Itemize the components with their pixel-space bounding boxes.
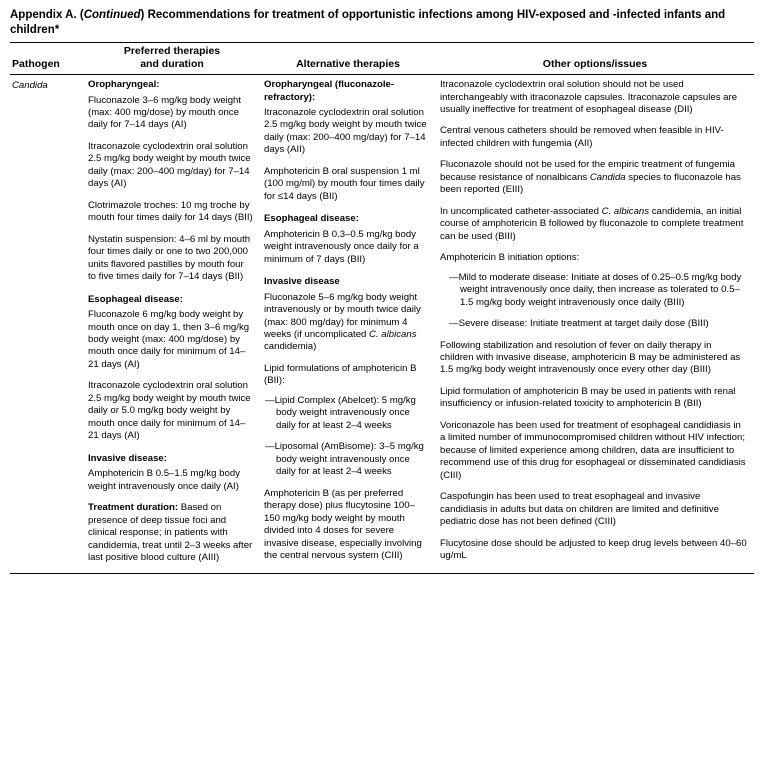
alternative-esophageal-heading: Esophageal disease:: [264, 213, 359, 225]
alternative-invasive-block: [264, 276, 429, 562]
other-item-9: Lipid formulation of amphotericin B may be used in patients with renal insufficiency or infusion-related toxicity to amphotericin B (BII): [440, 385, 736, 410]
alternative-oropharyngeal-item-1: Itraconazole cyclodextrin oral solution 2.5 mg/kg body weight by mouth twice daily (max: 200–400 mg/day) for 7–14 days (AII): [264, 106, 427, 156]
other-item-11: Caspofungin has been used to treat esophageal and invasive candidiasis in adults but data on children are limited and definitive pediatric dose has not been defined (CIII): [440, 491, 719, 528]
cell-pathogen: Candida: [12, 80, 48, 92]
preferred-esophageal-heading: Esophageal disease:: [88, 293, 183, 305]
alternative-esophageal-item-1: Amphotericin B 0.3–0.5 mg/kg body weight intravenously once daily for a minimum of 7 days (BII): [264, 228, 419, 265]
preferred-oropharyngeal-item-2: Itraconazole cyclodextrin oral solution 2.5 mg/kg body weight by mouth twice daily (max: 200–400 mg/day) for 7–14 days (AI): [88, 140, 251, 190]
other-item-6: —Mild to moderate disease: Initiate at doses of 0.25–0.5 mg/kg body weight intravenously once daily, then increase as tolerated to 0.5–1.5 mg/kg body weight intravenously once daily (BIII): [449, 271, 742, 308]
other-item-3: Fluconazole should not be used for the empiric treatment of fungemia because resistance of nonalbicans Candida species to fluconazole has been reported (EIII): [440, 159, 741, 196]
preferred-treatment-duration: [88, 502, 253, 564]
column-header-preferred-line2: and duration: [140, 58, 204, 71]
other-item-1: Itraconazole cyclodextrin oral solution should not be used interchangeably with itraconazole capsules. Itraconazole capsules are usually ineffective for treatment of esophageal disease (DII): [440, 79, 738, 115]
other-item-2: Central venous catheters should be removed when feasible in HIV-infected children with fungemia (AII): [440, 125, 724, 149]
cell-other-options: [436, 75, 754, 573]
title-prefix: Appendix A. (: [10, 9, 84, 21]
preferred-esophageal-item-2: Itraconazole cyclodextrin oral solution 2.5 mg/kg body weight by mouth twice daily or 5.0 mg/kg body weight by mouth once daily for minimum of 14–21 days (AI): [88, 380, 251, 442]
preferred-invasive-item-1: Amphotericin B 0.5–1.5 mg/kg body weight intravenously once daily (AI): [88, 468, 240, 492]
table-header-row: [10, 43, 754, 75]
cell-preferred-therapies: [84, 75, 260, 573]
preferred-esophageal-item-1: Fluconazole 6 mg/kg body weight by mouth once on day 1, then 3–6 mg/kg body weight (max: 400 mg/dose) by mouth once daily for minimum of 14–21 days (AI): [88, 309, 250, 370]
preferred-oropharyngeal-item-4: Nystatin suspension: 4–6 ml by mouth four times daily or one to two 200,000 units flavored pastilles by mouth four to five times daily for 7–14 days (BII): [88, 233, 251, 283]
title-italic: Continued: [83, 9, 141, 21]
alternative-oropharyngeal-heading-line1: Oropharyngeal (fluconazole-: [264, 79, 395, 91]
table-row: [10, 75, 754, 573]
title-suffix: ) Recommendations for treatment of opportunistic infections among HIV-exposed and -infected infants and children: [10, 9, 726, 36]
preferred-oropharyngeal-item-1: Fluconazole 3–6 mg/kg body weight (max: 400 mg/dose) by mouth once daily for 7–14 days (AI): [88, 94, 242, 131]
alternative-oropharyngeal-block: [264, 79, 429, 203]
alternative-esophageal-block: [264, 213, 429, 266]
column-header-preferred-line1: Preferred therapies: [123, 45, 221, 58]
treatment-duration-text: Based on presence of deep tissue foci and clinical response; in patients with candidemia, treat until 2–3 weeks after last positive blood culture (AIII): [88, 502, 253, 564]
table-body: [10, 75, 754, 573]
column-header-pathogen: Pathogen: [12, 58, 60, 71]
column-header-preferred: [84, 43, 260, 75]
alternative-closing-paragraph: Amphotericin B (as per preferred therapy dose) plus flucytosine 100–150 mg/kg body weight by mouth divided into 4 doses for severe invasive disease, especially involving the central nervous system (CIII): [264, 487, 422, 562]
other-item-8: Following stabilization and resolution of fever on daily therapy in children with invasive disease, amphotericin B may be administered as 1.5 mg/kg body weight intravenously once every other day (BIII): [440, 339, 741, 376]
other-item-7: —Severe disease: Initiate treatment at target daily dose (BIII): [449, 318, 709, 330]
other-item-4: In uncomplicated catheter-associated C. albicans candidemia, an initial course of amphotericin B followed by fluconazole to complete treatment can be used (BIII): [440, 205, 744, 242]
other-item-12: Flucytosine dose should be adjusted to keep drug levels between 40–60 ug/mL: [440, 537, 747, 562]
alternative-lipid-complex: —Lipid Complex (Abelcet): 5 mg/kg body weight intravenously once daily for at least 2–4 weeks: [265, 394, 416, 431]
preferred-esophageal-block: [88, 294, 253, 443]
other-item-10: Voriconazole has been used for treatment of esophageal candidiasis in a limited number of immunocompromised children without HIV infection; because of limited experience among children, data are insufficient to recommend use of this drug for esophageal or disseminated candidiasis (CIII): [440, 419, 746, 481]
page-title: [10, 8, 754, 37]
title-marker: *: [54, 23, 60, 36]
table-header: [10, 43, 754, 75]
alternative-oropharyngeal-heading: [264, 79, 429, 104]
alternative-invasive-item-1: Fluconazole 5–6 mg/kg body weight intravenously or by mouth twice daily (max: 800 mg/day) for minimum 4 weeks (if uncomplicated C. albicans candidemia): [264, 291, 421, 353]
recommendations-table: [10, 42, 754, 573]
preferred-oropharyngeal-item-3: Clotrimazole troches: 10 mg troche by mouth four times daily for 14 days (BII): [88, 199, 253, 224]
treatment-duration-label: Treatment duration:: [88, 502, 179, 514]
preferred-invasive-block: [88, 453, 253, 565]
preferred-invasive-heading: Invasive disease:: [88, 452, 167, 464]
alternative-oropharyngeal-heading-line2: refractory):: [264, 91, 316, 103]
other-item-5: Amphotericin B initiation options:: [440, 252, 580, 264]
alternative-oropharyngeal-item-2: Amphotericin B oral suspension 1 ml (100 mg/ml) by mouth four times daily for ≤14 days (BII): [264, 165, 425, 202]
column-header-other: Other options/issues: [542, 58, 648, 71]
alternative-liposomal: —Liposomal (AmBisome): 3–5 mg/kg body weight intravenously once daily for at least 2–4 weeks: [265, 441, 424, 478]
alternative-invasive-heading: Invasive disease: [264, 276, 340, 288]
preferred-oropharyngeal-block: [88, 79, 253, 284]
preferred-oropharyngeal-heading: Oropharyngeal:: [88, 79, 160, 91]
alternative-invasive-item-2: Lipid formulations of amphotericin B (BII):: [264, 362, 417, 387]
cell-alternative-therapies: [260, 75, 436, 573]
column-header-alternative: Alternative therapies: [296, 58, 400, 71]
